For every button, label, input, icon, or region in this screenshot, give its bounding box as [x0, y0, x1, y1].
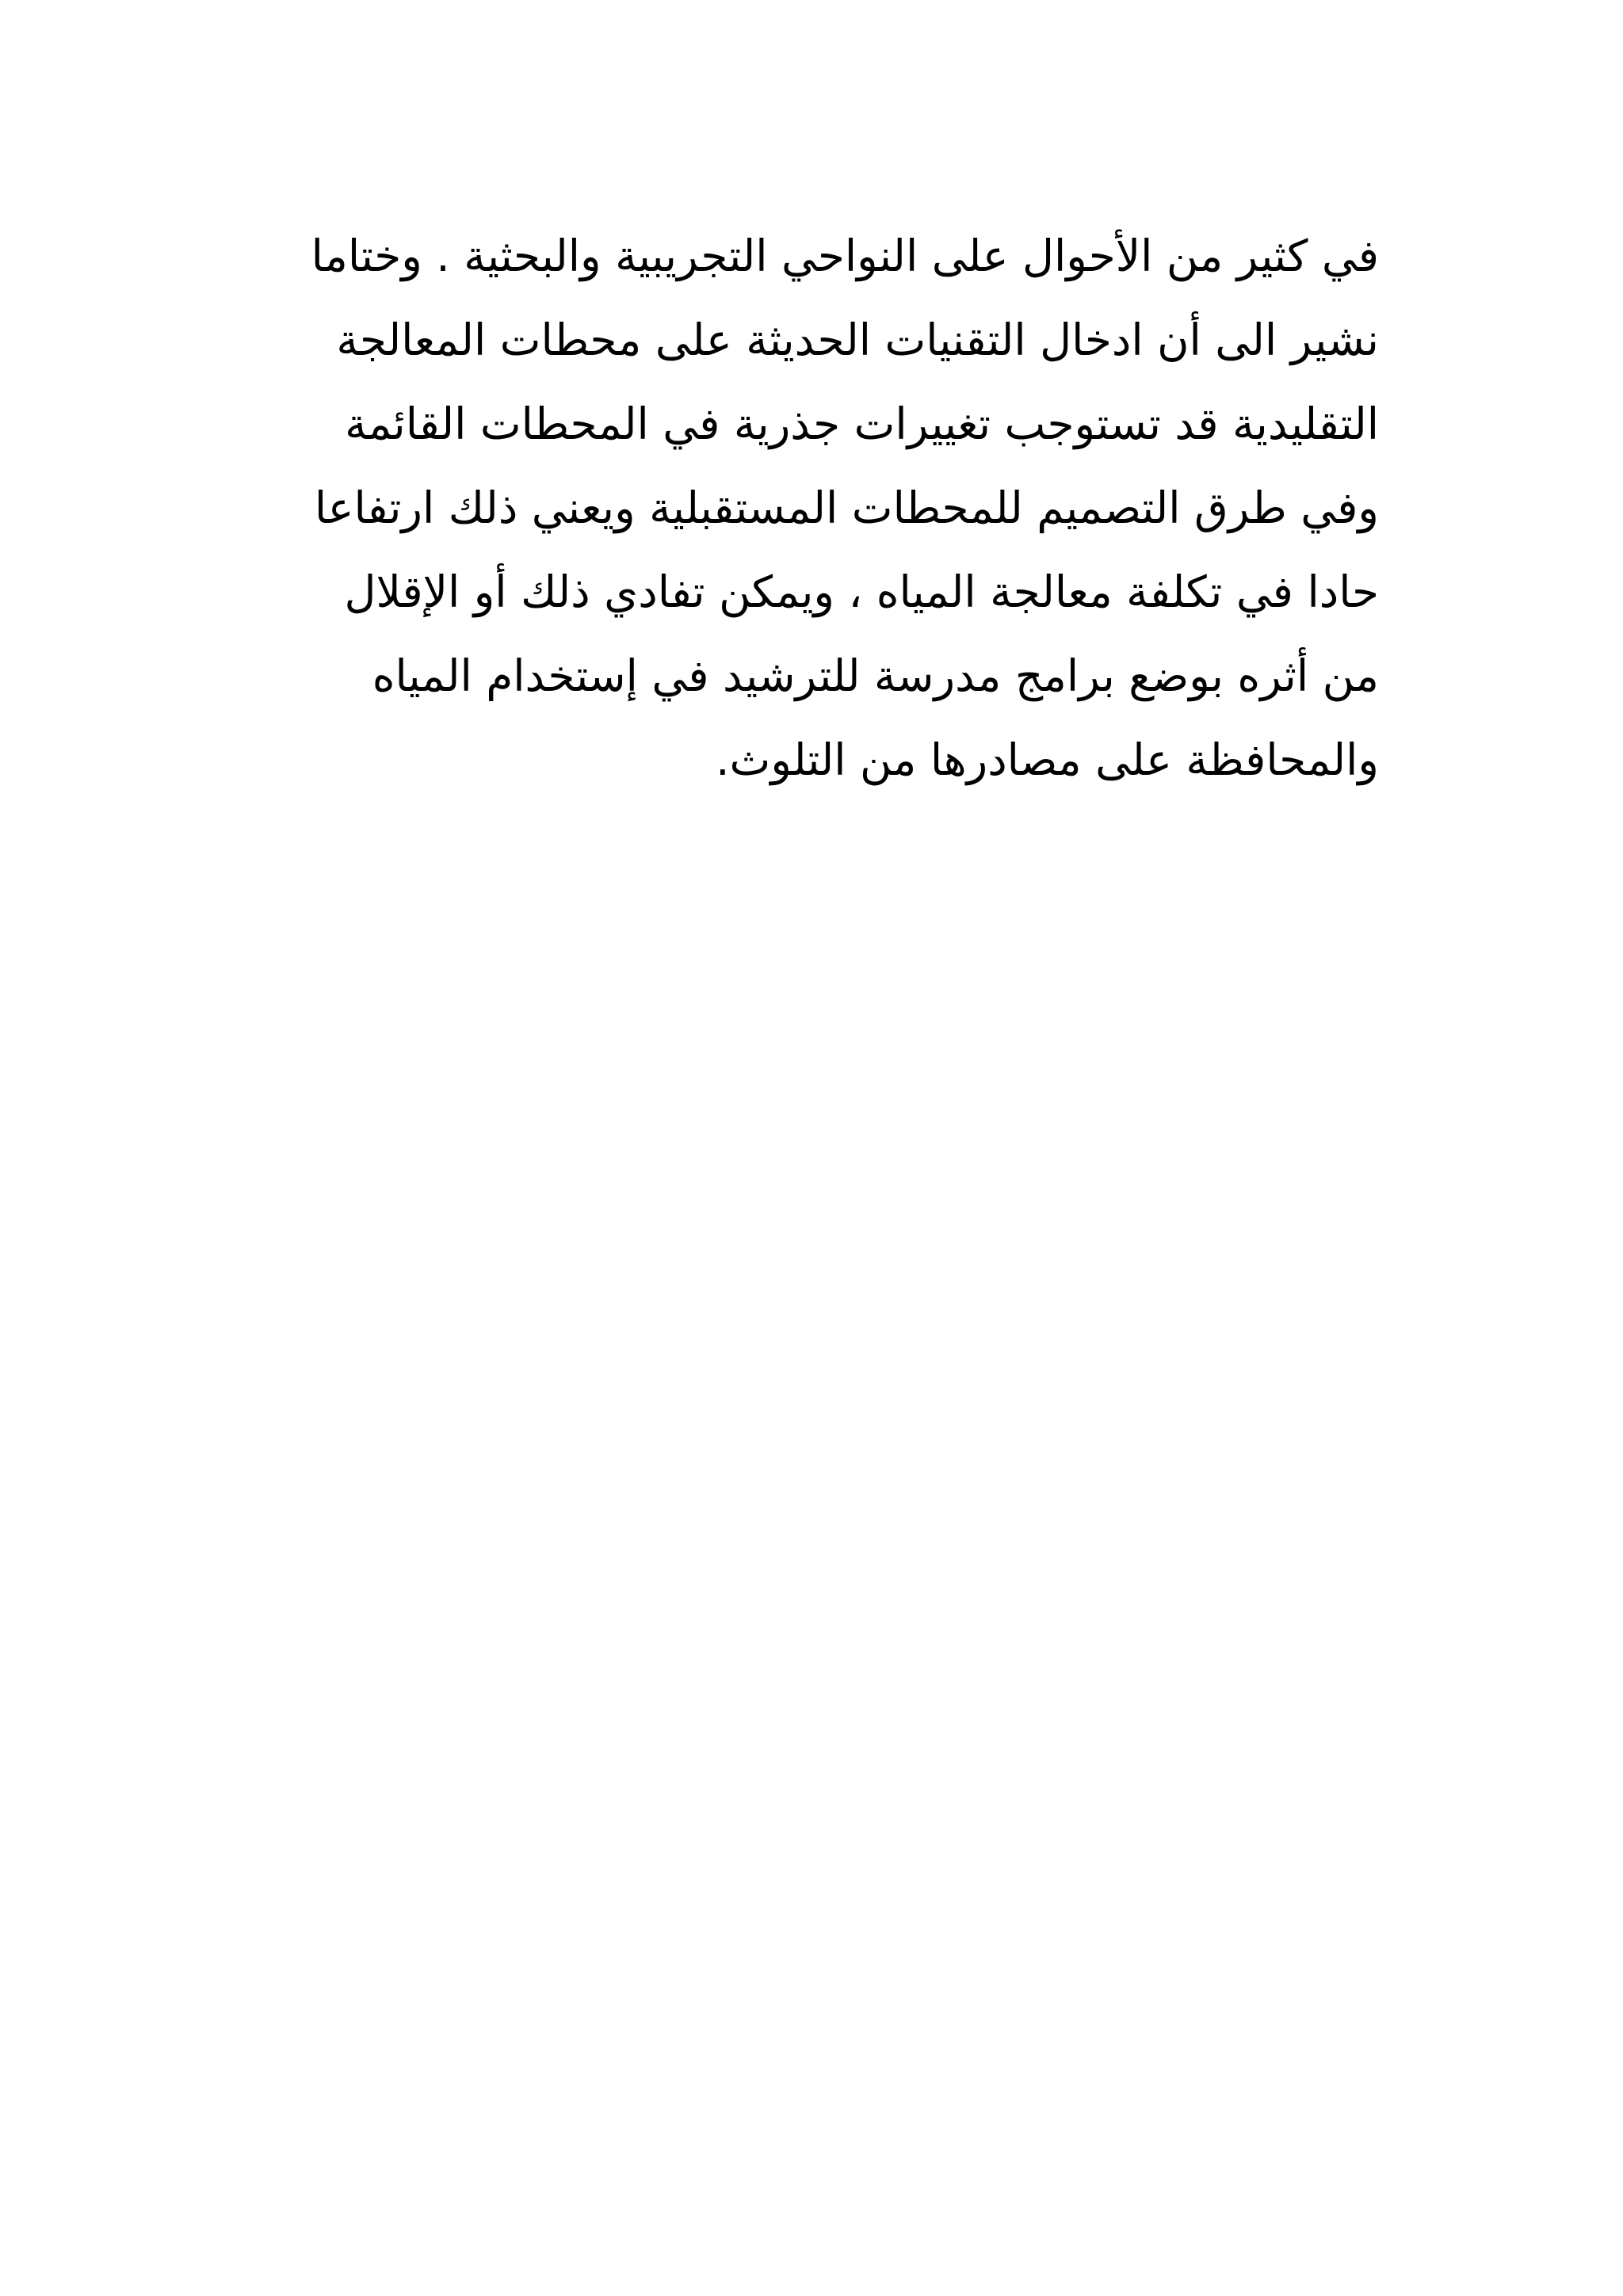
paragraph-line-2: نشير الى أن ادخال التقنيات الحديثة على محطات المعالجة [336, 315, 1379, 365]
paragraph-line-4: وفي طرق التصميم للمحطات المستقبلية ويعني ذلك ارتفاعا [314, 482, 1379, 533]
paragraph-line-6: من أثره بوضع برامج مدرسة للترشيد في إستخدام المياه [372, 650, 1379, 701]
paragraph-line-7: والمحافظة على مصادرها من التلوث. [716, 734, 1379, 785]
body-paragraph [285, 214, 1379, 802]
paragraph-line-1: في كثير من الأحوال على النواحي التجريبية والبحثية . وختاما [311, 231, 1379, 281]
paragraph-line-5: حادا في تكلفة معالجة المياه ، ويمكن تفادي ذلك أو الإقلال [344, 566, 1379, 617]
paragraph-line-3: التقليدية قد تستوجب تغييرات جذرية في المحطات القائمة [345, 399, 1379, 449]
